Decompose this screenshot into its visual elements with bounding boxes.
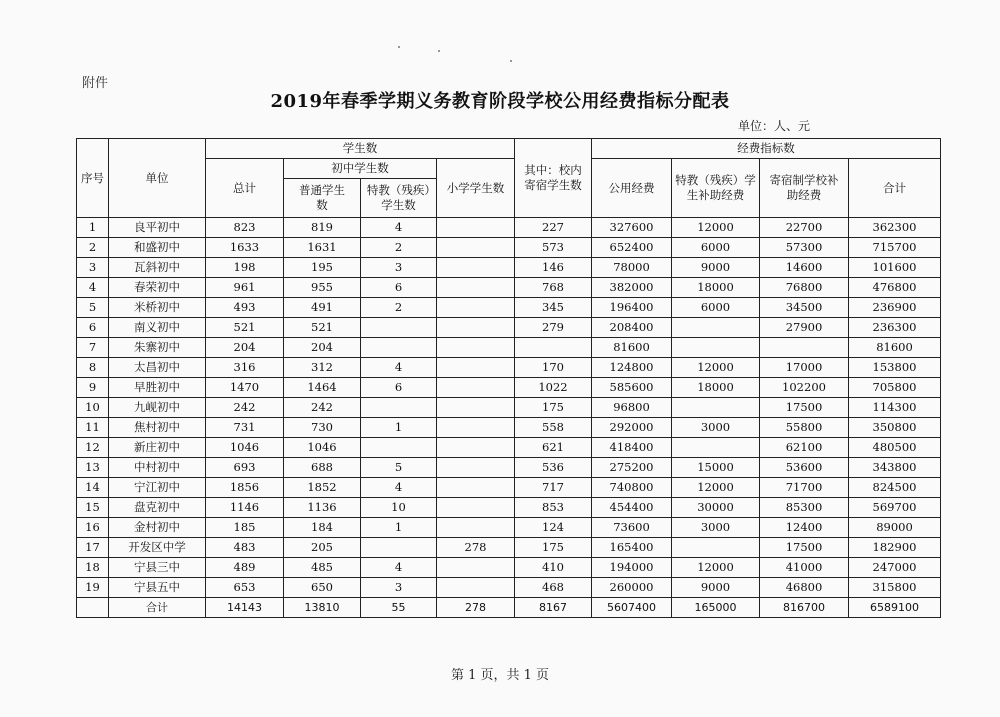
cell-public-fund: 73600 bbox=[592, 518, 672, 538]
cell-boarding-subsidy: 41000 bbox=[760, 558, 849, 578]
cell-regular: 205 bbox=[284, 538, 361, 558]
cell-total: 693 bbox=[206, 458, 284, 478]
cell-primary bbox=[437, 278, 515, 298]
scan-speck bbox=[398, 46, 400, 48]
cell-sum: 101600 bbox=[849, 258, 941, 278]
cell-boarding: 410 bbox=[515, 558, 592, 578]
cell-total: 185 bbox=[206, 518, 284, 538]
total-cell-special: 55 bbox=[361, 598, 437, 618]
table-row bbox=[77, 238, 941, 258]
cell-special-subsidy: 12000 bbox=[672, 218, 760, 238]
cell-primary bbox=[437, 418, 515, 438]
cell-special: 5 bbox=[361, 458, 437, 478]
cell-regular: 688 bbox=[284, 458, 361, 478]
cell-special-subsidy: 6000 bbox=[672, 298, 760, 318]
table-row bbox=[77, 538, 941, 558]
table-row bbox=[77, 218, 941, 238]
total-cell-total: 14143 bbox=[206, 598, 284, 618]
cell-primary bbox=[437, 438, 515, 458]
cell-unit: 瓦斜初中 bbox=[109, 258, 206, 278]
cell-primary bbox=[437, 578, 515, 598]
cell-public-fund: 585600 bbox=[592, 378, 672, 398]
cell-public-fund: 165400 bbox=[592, 538, 672, 558]
document-title: 2019年春季学期义务教育阶段学校公用经费指标分配表 bbox=[270, 91, 730, 112]
cell-sum: 569700 bbox=[849, 498, 941, 518]
table-row bbox=[77, 358, 941, 378]
cell-public-fund: 194000 bbox=[592, 558, 672, 578]
cell-seq: 12 bbox=[77, 438, 109, 458]
cell-seq: 2 bbox=[77, 238, 109, 258]
cell-boarding-subsidy: 22700 bbox=[760, 218, 849, 238]
cell-total: 204 bbox=[206, 338, 284, 358]
cell-special-subsidy bbox=[672, 318, 760, 338]
total-cell-boarding-subsidy: 816700 bbox=[760, 598, 849, 618]
table-row bbox=[77, 398, 941, 418]
cell-boarding-subsidy: 12400 bbox=[760, 518, 849, 538]
cell-unit: 良平初中 bbox=[109, 218, 206, 238]
cell-regular: 521 bbox=[284, 318, 361, 338]
header-special: 特教（残疾）学生数 bbox=[361, 179, 437, 218]
cell-sum: 236900 bbox=[849, 298, 941, 318]
cell-seq: 19 bbox=[77, 578, 109, 598]
cell-boarding: 853 bbox=[515, 498, 592, 518]
cell-unit: 宁县五中 bbox=[109, 578, 206, 598]
cell-public-fund: 96800 bbox=[592, 398, 672, 418]
cell-boarding: 468 bbox=[515, 578, 592, 598]
cell-unit: 米桥初中 bbox=[109, 298, 206, 318]
cell-special-subsidy: 3000 bbox=[672, 518, 760, 538]
table-row bbox=[77, 298, 941, 318]
total-cell-special-subsidy: 165000 bbox=[672, 598, 760, 618]
cell-boarding-subsidy: 71700 bbox=[760, 478, 849, 498]
cell-special: 2 bbox=[361, 298, 437, 318]
cell-boarding-subsidy: 34500 bbox=[760, 298, 849, 318]
cell-regular: 242 bbox=[284, 398, 361, 418]
cell-sum: 182900 bbox=[849, 538, 941, 558]
cell-boarding bbox=[515, 338, 592, 358]
cell-boarding: 279 bbox=[515, 318, 592, 338]
cell-special bbox=[361, 338, 437, 358]
cell-total: 823 bbox=[206, 218, 284, 238]
cell-primary bbox=[437, 238, 515, 258]
cell-special: 1 bbox=[361, 418, 437, 438]
cell-regular: 819 bbox=[284, 218, 361, 238]
cell-seq: 17 bbox=[77, 538, 109, 558]
cell-total: 316 bbox=[206, 358, 284, 378]
cell-unit: 和盛初中 bbox=[109, 238, 206, 258]
cell-seq: 8 bbox=[77, 358, 109, 378]
cell-seq: 14 bbox=[77, 478, 109, 498]
cell-sum: 476800 bbox=[849, 278, 941, 298]
cell-primary bbox=[437, 378, 515, 398]
cell-sum: 247000 bbox=[849, 558, 941, 578]
cell-special: 1 bbox=[361, 518, 437, 538]
cell-boarding: 768 bbox=[515, 278, 592, 298]
cell-primary bbox=[437, 458, 515, 478]
cell-boarding-subsidy: 17500 bbox=[760, 538, 849, 558]
cell-boarding: 558 bbox=[515, 418, 592, 438]
cell-total: 1146 bbox=[206, 498, 284, 518]
cell-unit: 宁县三中 bbox=[109, 558, 206, 578]
cell-primary bbox=[437, 498, 515, 518]
header-primary: 小学学生数 bbox=[437, 159, 515, 218]
cell-boarding-subsidy bbox=[760, 338, 849, 358]
cell-boarding: 621 bbox=[515, 438, 592, 458]
cell-seq: 15 bbox=[77, 498, 109, 518]
cell-seq: 3 bbox=[77, 258, 109, 278]
cell-public-fund: 196400 bbox=[592, 298, 672, 318]
cell-total: 731 bbox=[206, 418, 284, 438]
cell-sum: 824500 bbox=[849, 478, 941, 498]
cell-regular: 650 bbox=[284, 578, 361, 598]
cell-boarding-subsidy: 46800 bbox=[760, 578, 849, 598]
cell-boarding: 1022 bbox=[515, 378, 592, 398]
table-row bbox=[77, 458, 941, 478]
cell-total: 1856 bbox=[206, 478, 284, 498]
page-footer: 第 1 页，共 1 页 bbox=[450, 668, 550, 683]
cell-seq: 10 bbox=[77, 398, 109, 418]
cell-sum: 236300 bbox=[849, 318, 941, 338]
cell-regular: 312 bbox=[284, 358, 361, 378]
cell-seq: 13 bbox=[77, 458, 109, 478]
table-body bbox=[77, 218, 941, 618]
table-row bbox=[77, 558, 941, 578]
cell-unit: 宁江初中 bbox=[109, 478, 206, 498]
cell-unit: 九岘初中 bbox=[109, 398, 206, 418]
cell-unit: 朱寨初中 bbox=[109, 338, 206, 358]
cell-special-subsidy bbox=[672, 438, 760, 458]
cell-boarding: 124 bbox=[515, 518, 592, 538]
totals-row bbox=[77, 598, 941, 618]
cell-public-fund: 652400 bbox=[592, 238, 672, 258]
cell-public-fund: 292000 bbox=[592, 418, 672, 438]
cell-seq: 7 bbox=[77, 338, 109, 358]
total-cell-boarding: 8167 bbox=[515, 598, 592, 618]
cell-total: 483 bbox=[206, 538, 284, 558]
cell-seq: 9 bbox=[77, 378, 109, 398]
cell-total: 653 bbox=[206, 578, 284, 598]
cell-sum: 89000 bbox=[849, 518, 941, 538]
cell-sum: 480500 bbox=[849, 438, 941, 458]
cell-boarding-subsidy: 62100 bbox=[760, 438, 849, 458]
cell-special: 4 bbox=[361, 358, 437, 378]
header-students: 学生数 bbox=[206, 139, 515, 159]
table-row bbox=[77, 378, 941, 398]
cell-primary bbox=[437, 478, 515, 498]
table-row bbox=[77, 498, 941, 518]
cell-special: 2 bbox=[361, 238, 437, 258]
cell-sum: 343800 bbox=[849, 458, 941, 478]
cell-unit: 盘克初中 bbox=[109, 498, 206, 518]
cell-special: 4 bbox=[361, 558, 437, 578]
cell-primary bbox=[437, 218, 515, 238]
cell-boarding: 175 bbox=[515, 538, 592, 558]
cell-seq: 6 bbox=[77, 318, 109, 338]
cell-primary bbox=[437, 398, 515, 418]
cell-boarding-subsidy: 27900 bbox=[760, 318, 849, 338]
cell-sum: 350800 bbox=[849, 418, 941, 438]
cell-unit: 中村初中 bbox=[109, 458, 206, 478]
cell-public-fund: 81600 bbox=[592, 338, 672, 358]
header-public-fund: 公用经费 bbox=[592, 159, 672, 218]
cell-unit: 太昌初中 bbox=[109, 358, 206, 378]
cell-special-subsidy bbox=[672, 398, 760, 418]
cell-regular: 730 bbox=[284, 418, 361, 438]
total-cell-unit: 合计 bbox=[109, 598, 206, 618]
cell-special: 3 bbox=[361, 578, 437, 598]
table-row bbox=[77, 438, 941, 458]
cell-boarding: 345 bbox=[515, 298, 592, 318]
total-cell-seq bbox=[77, 598, 109, 618]
cell-public-fund: 208400 bbox=[592, 318, 672, 338]
header-sum: 合计 bbox=[849, 159, 941, 218]
cell-public-fund: 382000 bbox=[592, 278, 672, 298]
cell-sum: 715700 bbox=[849, 238, 941, 258]
scan-speck bbox=[510, 60, 512, 62]
cell-primary: 278 bbox=[437, 538, 515, 558]
cell-special-subsidy: 3000 bbox=[672, 418, 760, 438]
table-row bbox=[77, 578, 941, 598]
table-row bbox=[77, 518, 941, 538]
header-boarding: 其中：校内寄宿学生数 bbox=[515, 139, 592, 218]
table-row bbox=[77, 418, 941, 438]
cell-total: 1046 bbox=[206, 438, 284, 458]
cell-boarding-subsidy: 76800 bbox=[760, 278, 849, 298]
cell-unit: 焦村初中 bbox=[109, 418, 206, 438]
cell-special bbox=[361, 438, 437, 458]
table-row bbox=[77, 338, 941, 358]
total-cell-primary: 278 bbox=[437, 598, 515, 618]
cell-sum: 705800 bbox=[849, 378, 941, 398]
cell-boarding: 170 bbox=[515, 358, 592, 378]
cell-seq: 5 bbox=[77, 298, 109, 318]
cell-boarding-subsidy: 53600 bbox=[760, 458, 849, 478]
cell-seq: 18 bbox=[77, 558, 109, 578]
cell-special: 6 bbox=[361, 378, 437, 398]
cell-public-fund: 124800 bbox=[592, 358, 672, 378]
cell-total: 489 bbox=[206, 558, 284, 578]
cell-regular: 1852 bbox=[284, 478, 361, 498]
cell-special: 4 bbox=[361, 478, 437, 498]
cell-unit: 早胜初中 bbox=[109, 378, 206, 398]
cell-special: 10 bbox=[361, 498, 437, 518]
cell-total: 198 bbox=[206, 258, 284, 278]
cell-sum: 153800 bbox=[849, 358, 941, 378]
cell-special-subsidy: 12000 bbox=[672, 358, 760, 378]
cell-total: 961 bbox=[206, 278, 284, 298]
cell-boarding-subsidy: 57300 bbox=[760, 238, 849, 258]
cell-boarding-subsidy: 55800 bbox=[760, 418, 849, 438]
cell-regular: 204 bbox=[284, 338, 361, 358]
cell-sum: 315800 bbox=[849, 578, 941, 598]
cell-public-fund: 327600 bbox=[592, 218, 672, 238]
cell-regular: 1136 bbox=[284, 498, 361, 518]
cell-special: 6 bbox=[361, 278, 437, 298]
annex-label: 附件 bbox=[82, 76, 109, 91]
cell-primary bbox=[437, 318, 515, 338]
cell-primary bbox=[437, 558, 515, 578]
total-cell-public-fund: 5607400 bbox=[592, 598, 672, 618]
cell-sum: 81600 bbox=[849, 338, 941, 358]
cell-unit: 新庄初中 bbox=[109, 438, 206, 458]
unit-note: 单位：人、元 bbox=[738, 119, 811, 133]
cell-primary bbox=[437, 358, 515, 378]
cell-boarding-subsidy: 85300 bbox=[760, 498, 849, 518]
cell-special-subsidy: 9000 bbox=[672, 258, 760, 278]
cell-boarding: 175 bbox=[515, 398, 592, 418]
total-cell-sum: 6589100 bbox=[849, 598, 941, 618]
cell-special-subsidy: 15000 bbox=[672, 458, 760, 478]
cell-seq: 4 bbox=[77, 278, 109, 298]
cell-regular: 491 bbox=[284, 298, 361, 318]
cell-public-fund: 260000 bbox=[592, 578, 672, 598]
cell-boarding: 146 bbox=[515, 258, 592, 278]
cell-total: 521 bbox=[206, 318, 284, 338]
header-seq: 序号 bbox=[77, 139, 109, 218]
cell-special-subsidy: 9000 bbox=[672, 578, 760, 598]
cell-special bbox=[361, 318, 437, 338]
cell-sum: 114300 bbox=[849, 398, 941, 418]
cell-regular: 955 bbox=[284, 278, 361, 298]
cell-seq: 11 bbox=[77, 418, 109, 438]
cell-total: 242 bbox=[206, 398, 284, 418]
scan-speck bbox=[438, 50, 440, 52]
header-regular: 普通学生数 bbox=[284, 179, 361, 218]
cell-seq: 1 bbox=[77, 218, 109, 238]
cell-total: 1470 bbox=[206, 378, 284, 398]
header-special-subsidy: 特教（残疾）学生补助经费 bbox=[672, 159, 760, 218]
funding-table bbox=[76, 138, 941, 618]
cell-unit: 开发区中学 bbox=[109, 538, 206, 558]
cell-special-subsidy: 18000 bbox=[672, 378, 760, 398]
cell-primary bbox=[437, 518, 515, 538]
header-unit: 单位 bbox=[109, 139, 206, 218]
cell-special-subsidy bbox=[672, 538, 760, 558]
cell-special: 4 bbox=[361, 218, 437, 238]
cell-boarding-subsidy: 17000 bbox=[760, 358, 849, 378]
cell-regular: 485 bbox=[284, 558, 361, 578]
cell-boarding: 227 bbox=[515, 218, 592, 238]
cell-unit: 南义初中 bbox=[109, 318, 206, 338]
cell-total: 493 bbox=[206, 298, 284, 318]
table-row bbox=[77, 478, 941, 498]
cell-special-subsidy: 12000 bbox=[672, 558, 760, 578]
cell-unit: 金村初中 bbox=[109, 518, 206, 538]
cell-regular: 1464 bbox=[284, 378, 361, 398]
cell-regular: 1046 bbox=[284, 438, 361, 458]
cell-special bbox=[361, 398, 437, 418]
cell-special-subsidy: 30000 bbox=[672, 498, 760, 518]
cell-boarding-subsidy: 14600 bbox=[760, 258, 849, 278]
cell-public-fund: 454400 bbox=[592, 498, 672, 518]
cell-primary bbox=[437, 298, 515, 318]
cell-special-subsidy bbox=[672, 338, 760, 358]
header-junior: 初中学生数 bbox=[284, 159, 437, 179]
cell-public-fund: 740800 bbox=[592, 478, 672, 498]
cell-primary bbox=[437, 258, 515, 278]
cell-sum: 362300 bbox=[849, 218, 941, 238]
cell-regular: 1631 bbox=[284, 238, 361, 258]
table-row bbox=[77, 258, 941, 278]
cell-seq: 16 bbox=[77, 518, 109, 538]
cell-regular: 195 bbox=[284, 258, 361, 278]
cell-special-subsidy: 18000 bbox=[672, 278, 760, 298]
cell-boarding: 573 bbox=[515, 238, 592, 258]
table-row bbox=[77, 278, 941, 298]
cell-special-subsidy: 6000 bbox=[672, 238, 760, 258]
cell-public-fund: 418400 bbox=[592, 438, 672, 458]
cell-public-fund: 275200 bbox=[592, 458, 672, 478]
cell-special bbox=[361, 538, 437, 558]
cell-boarding: 536 bbox=[515, 458, 592, 478]
cell-boarding-subsidy: 102200 bbox=[760, 378, 849, 398]
cell-boarding-subsidy: 17500 bbox=[760, 398, 849, 418]
table-row bbox=[77, 318, 941, 338]
total-cell-regular: 13810 bbox=[284, 598, 361, 618]
cell-public-fund: 78000 bbox=[592, 258, 672, 278]
cell-regular: 184 bbox=[284, 518, 361, 538]
cell-special: 3 bbox=[361, 258, 437, 278]
header-funding: 经费指标数 bbox=[592, 139, 941, 159]
header-boarding-subsidy: 寄宿制学校补助经费 bbox=[760, 159, 849, 218]
cell-special-subsidy: 12000 bbox=[672, 478, 760, 498]
header-total: 总计 bbox=[206, 159, 284, 218]
cell-primary bbox=[437, 338, 515, 358]
cell-total: 1633 bbox=[206, 238, 284, 258]
cell-unit: 春荣初中 bbox=[109, 278, 206, 298]
cell-boarding: 717 bbox=[515, 478, 592, 498]
